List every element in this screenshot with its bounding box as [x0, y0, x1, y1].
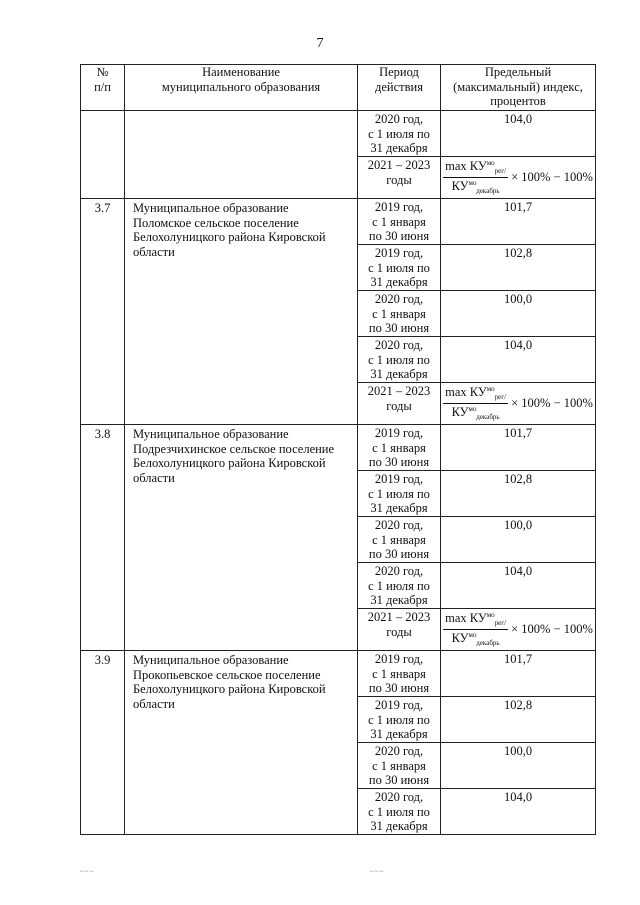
formula-numerator [443, 159, 508, 178]
period-text: 2020 год, с 1 июля по 31 декабря [368, 112, 430, 155]
formula-den: КУ [451, 178, 469, 193]
period-text: 2019 год, с 1 января по 30 июня [368, 426, 430, 469]
scan-artifact: ~~~ [370, 868, 385, 876]
formula-den-sup: мо [468, 630, 477, 639]
period-text: 2021 – 2023 годы [367, 158, 431, 187]
period-cell [358, 157, 441, 199]
index-value: 100,0 [503, 518, 533, 532]
index-cell [441, 383, 596, 425]
period-cell [358, 291, 441, 337]
period-text: 2019 год, с 1 июля по 31 декабря [368, 472, 430, 515]
index-value: 101,7 [503, 426, 533, 440]
index-value: 100,0 [503, 292, 533, 306]
formula-den-sup: мо [468, 178, 477, 187]
header-index: Предельный (максимальный) индекс, процентов [441, 65, 596, 111]
tariff-index-table [80, 64, 596, 835]
index-value: 102,8 [503, 246, 533, 260]
index-cell [441, 157, 596, 199]
period-cell [358, 697, 441, 743]
index-cell [441, 337, 596, 383]
period-cell [358, 383, 441, 425]
header-num: № п/п [81, 65, 125, 111]
index-cell [441, 563, 596, 609]
index-cell [441, 291, 596, 337]
index-formula [441, 383, 595, 423]
formula-den-sub: декабрь [476, 638, 500, 647]
header-period: Период действия [358, 65, 441, 111]
row-num-cell [81, 111, 125, 199]
row-number: 3.7 [94, 201, 111, 215]
index-cell [441, 111, 596, 157]
formula-num-sup: мо [486, 385, 495, 393]
period-cell [358, 743, 441, 789]
period-text: 2019 год, с 1 июля по 31 декабря [368, 246, 430, 289]
municipality-name: Муниципальное образование Прокопьевское сельское поселение Белохолуницкого района Кировской области [133, 653, 326, 711]
table-row [81, 651, 596, 697]
formula-tail: × 100% − 100% [511, 169, 593, 184]
scan-artifact: ~~~ [80, 868, 95, 876]
index-value: 104,0 [503, 338, 533, 352]
index-cell [441, 743, 596, 789]
municipality-name: Муниципальное образование Подрезчихинское сельское поселение Белохолуницкого района Кировской области [133, 427, 335, 485]
period-cell [358, 609, 441, 651]
index-cell [441, 697, 596, 743]
formula-max: max КУ [445, 385, 487, 399]
period-text: 2021 – 2023 годы [367, 610, 431, 639]
formula-tail: × 100% − 100% [511, 621, 593, 636]
table-row [81, 425, 596, 471]
formula-den-sup: мо [468, 404, 477, 413]
row-name-cell [125, 651, 358, 835]
period-text: 2020 год, с 1 июля по 31 декабря [368, 790, 430, 833]
formula-denominator [450, 178, 502, 196]
period-text: 2020 год, с 1 января по 30 июня [368, 292, 430, 335]
index-cell [441, 789, 596, 835]
formula-num-sub: рег/ [494, 393, 507, 401]
formula-num-sup: мо [486, 159, 495, 167]
index-value: 102,8 [503, 472, 533, 486]
row-number: 3.9 [94, 653, 111, 667]
index-cell [441, 651, 596, 697]
period-cell [358, 199, 441, 245]
formula-numerator [443, 385, 508, 404]
row-name-cell [125, 111, 358, 199]
index-cell [441, 425, 596, 471]
period-cell [358, 651, 441, 697]
formula-fraction [443, 611, 508, 647]
formula-den-sub: декабрь [476, 186, 500, 195]
table-row [81, 111, 596, 157]
municipality-name: Муниципальное образование Поломское сельское поселение Белохолуницкого района Кировской области [133, 201, 326, 259]
period-cell [358, 337, 441, 383]
period-text: 2019 год, с 1 июля по 31 декабря [368, 698, 430, 741]
formula-den: КУ [451, 404, 469, 419]
period-cell [358, 517, 441, 563]
index-cell [441, 245, 596, 291]
formula-numerator [443, 611, 508, 630]
index-value: 104,0 [503, 564, 533, 578]
formula-den: КУ [451, 630, 469, 645]
period-cell [358, 563, 441, 609]
period-text: 2021 – 2023 годы [367, 384, 431, 413]
index-value: 104,0 [503, 112, 533, 126]
row-number: 3.8 [94, 427, 111, 441]
index-formula [441, 609, 595, 649]
table-row [81, 199, 596, 245]
page-number: 7 [316, 36, 324, 51]
period-text: 2020 год, с 1 июля по 31 декабря [368, 338, 430, 381]
period-text: 2020 год, с 1 июля по 31 декабря [368, 564, 430, 607]
index-value: 100,0 [503, 744, 533, 758]
formula-denominator [450, 404, 502, 422]
row-name-cell [125, 425, 358, 651]
formula-num-sub: рег/ [494, 619, 507, 627]
header-name: Наименование муниципального образования [125, 65, 358, 111]
formula-max: max КУ [445, 159, 487, 173]
formula-max: max КУ [445, 611, 487, 625]
formula-fraction [443, 159, 508, 195]
formula-denominator [450, 630, 502, 648]
period-text: 2019 год, с 1 января по 30 июня [368, 652, 430, 695]
period-cell [358, 111, 441, 157]
row-num-cell [81, 199, 125, 425]
row-name-cell [125, 199, 358, 425]
period-cell [358, 789, 441, 835]
period-text: 2019 год, с 1 января по 30 июня [368, 200, 430, 243]
index-value: 101,7 [503, 200, 533, 214]
index-value: 102,8 [503, 698, 533, 712]
index-cell [441, 517, 596, 563]
index-value: 101,7 [503, 652, 533, 666]
index-cell [441, 199, 596, 245]
formula-den-sub: декабрь [476, 412, 500, 421]
formula-num-sup: мо [486, 611, 495, 619]
formula-fraction [443, 385, 508, 421]
table-header-row [81, 65, 596, 111]
period-text: 2020 год, с 1 января по 30 июня [368, 744, 430, 787]
index-cell [441, 609, 596, 651]
period-cell [358, 471, 441, 517]
index-cell [441, 471, 596, 517]
index-value: 104,0 [503, 790, 533, 804]
period-cell [358, 245, 441, 291]
formula-num-sub: рег/ [494, 167, 507, 175]
formula-tail: × 100% − 100% [511, 395, 593, 410]
period-text: 2020 год, с 1 января по 30 июня [368, 518, 430, 561]
row-num-cell [81, 425, 125, 651]
period-cell [358, 425, 441, 471]
index-formula [441, 157, 595, 197]
row-num-cell [81, 651, 125, 835]
